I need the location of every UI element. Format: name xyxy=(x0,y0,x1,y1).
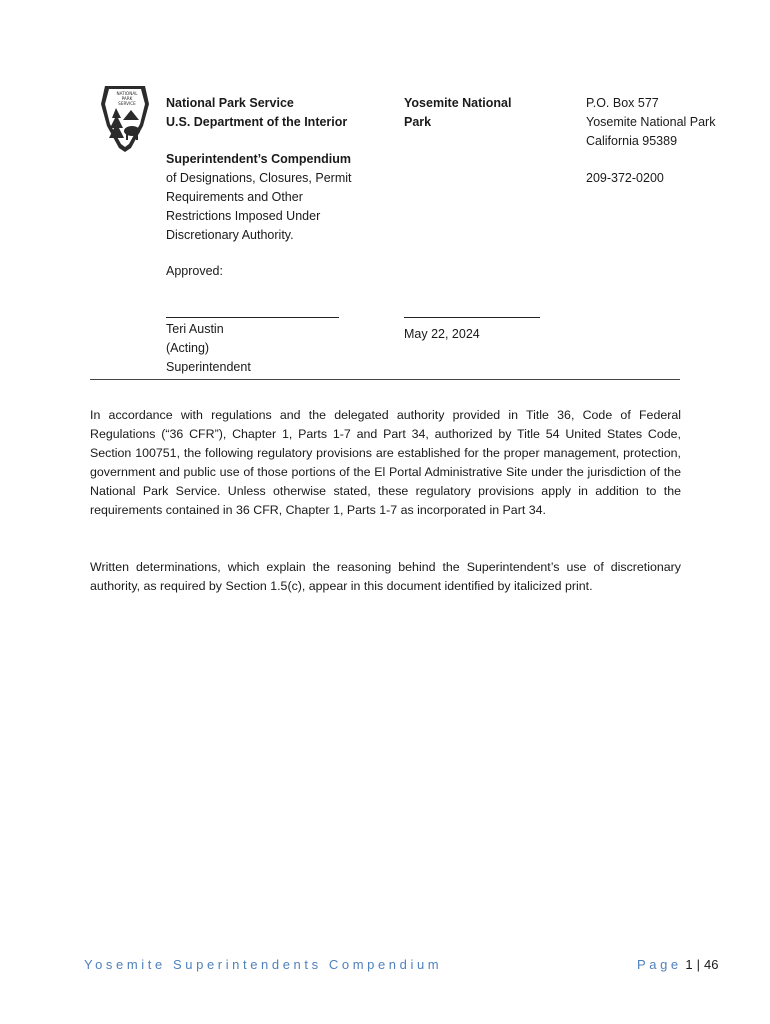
compendium-desc-line: Requirements and Other xyxy=(166,189,303,204)
footer-document-title: Yosemite Superintendents Compendium xyxy=(84,957,443,972)
signature-line xyxy=(166,317,339,318)
signer-name: Teri Austin xyxy=(166,322,224,336)
compendium-desc-line: Restrictions Imposed Under xyxy=(166,208,321,223)
page-label: Page xyxy=(637,957,682,972)
header-divider xyxy=(90,379,680,380)
agency-block xyxy=(166,94,391,244)
address-line: P.O. Box 577 xyxy=(586,96,659,110)
svg-text:SERVICE: SERVICE xyxy=(118,101,136,106)
address-block xyxy=(586,94,756,188)
agency-name: National Park Service xyxy=(166,96,294,110)
address-line: California 95389 xyxy=(586,133,678,148)
page-indicator xyxy=(637,957,718,972)
date-line xyxy=(404,317,540,318)
page-number: 1 xyxy=(685,957,693,972)
park-name-line: Yosemite National xyxy=(404,96,512,110)
department-name: U.S. Department of the Interior xyxy=(166,114,348,129)
park-name-line: Park xyxy=(404,114,432,129)
body-paragraph: In accordance with regulations and the delegated authority provided in Title 36, Code of Federal Regulations (“36 CFR”), Chapter 1, Parts 1-7 and Part 34, authorized by Title 54 United States Code, Section 100751, the following regulatory provisions are established for the proper management, protection, government and public use of those portions of the El Portal Administrative Site under the jurisdiction of the National Park Service. Unless otherwise stated, these regulatory provisions apply in addition to the requirements contained in 36 CFR, Chapter 1, Parts 1-7 as incorporated in Part 34. xyxy=(90,408,681,517)
page-separator: | xyxy=(696,957,701,972)
page-total: 46 xyxy=(704,957,719,972)
svg-text:PARK: PARK xyxy=(121,96,133,101)
signer-title: Superintendent xyxy=(166,359,251,374)
park-name-block xyxy=(404,94,544,132)
approval-date: May 22, 2024 xyxy=(404,327,480,341)
svg-text:NATIONAL: NATIONAL xyxy=(116,91,138,96)
phone-number: 209-372-0200 xyxy=(586,171,664,186)
compendium-title: Superintendent’s Compendium xyxy=(166,152,351,167)
body-paragraph: Written determinations, which explain the reasoning behind the Superintendent’s use of discretionary authority, as required by Section 1.5(c), appear in this document identified by italicized print. xyxy=(90,560,681,593)
compendium-desc-line: Discretionary Authority. xyxy=(166,227,294,242)
address-line: Yosemite National Park xyxy=(586,114,716,129)
compendium-desc-line: of Designations, Closures, Permit xyxy=(166,171,352,186)
signer-block xyxy=(166,320,251,376)
signer-status: (Acting) xyxy=(166,340,210,355)
approved-label: Approved: xyxy=(166,264,223,278)
nps-arrowhead-logo xyxy=(99,84,151,154)
